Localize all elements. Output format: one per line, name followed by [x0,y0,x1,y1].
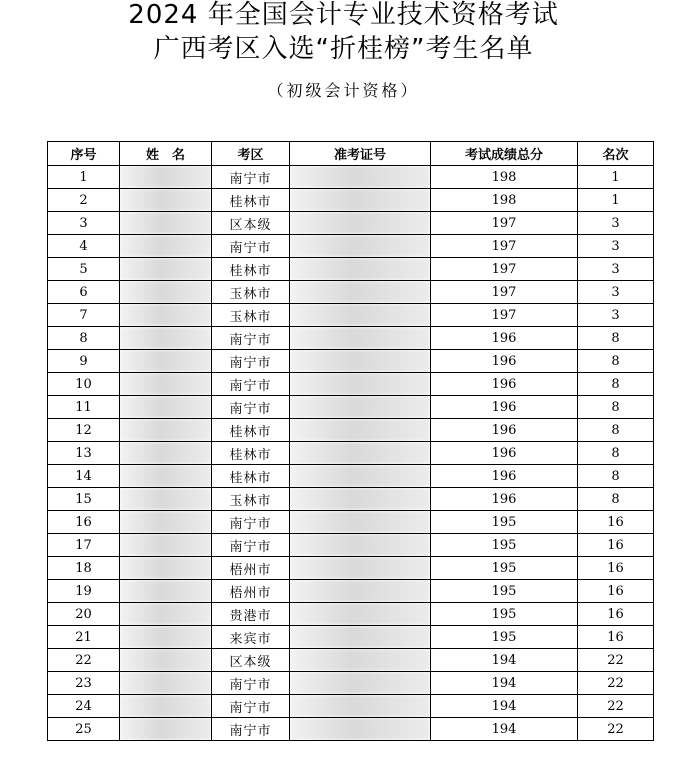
cell-name-redacted [120,718,212,741]
table-row [48,488,654,511]
cell-score: 197 [431,304,578,327]
table-row [48,465,654,488]
cell-ticket-redacted [290,235,431,258]
redaction-blur [290,603,430,625]
cell-rank: 22 [578,649,654,672]
redaction-blur [120,258,211,280]
table-row [48,419,654,442]
cell-rank: 3 [578,281,654,304]
column-header-ticket: 准考证号 [290,142,431,166]
cell-no: 7 [48,304,120,327]
cell-region: 南宁市 [212,534,290,557]
redaction-blur [120,281,211,303]
cell-no: 10 [48,373,120,396]
column-header-no: 序号 [48,142,120,166]
redaction-blur [290,626,430,648]
table-row [48,442,654,465]
cell-ticket-redacted [290,373,431,396]
cell-ticket-redacted [290,396,431,419]
table-row [48,396,654,419]
table-row [48,511,654,534]
cell-ticket-redacted [290,649,431,672]
cell-rank: 8 [578,327,654,350]
cell-score: 196 [431,327,578,350]
table-row [48,557,654,580]
cell-no: 1 [48,166,120,189]
redaction-blur [120,442,211,464]
cell-region: 南宁市 [212,350,290,373]
cell-score: 197 [431,281,578,304]
cell-score: 196 [431,442,578,465]
cell-region: 南宁市 [212,373,290,396]
cell-name-redacted [120,603,212,626]
redaction-blur [120,603,211,625]
redaction-blur [290,350,430,372]
cell-name-redacted [120,396,212,419]
redaction-blur [290,419,430,441]
cell-rank: 8 [578,465,654,488]
redaction-blur [290,327,430,349]
cell-name-redacted [120,672,212,695]
column-header-rank: 名次 [578,142,654,166]
cell-region: 南宁市 [212,695,290,718]
cell-region: 来宾市 [212,626,290,649]
document-subtitle: （初级会计资格） [267,81,420,100]
column-header-name: 姓 名 [120,142,212,166]
cell-region: 玉林市 [212,304,290,327]
cell-name-redacted [120,189,212,212]
redaction-blur [120,580,211,602]
cell-region: 贵港市 [212,603,290,626]
cell-ticket-redacted [290,557,431,580]
table-row [48,580,654,603]
redaction-blur [120,235,211,257]
cell-ticket-redacted [290,304,431,327]
cell-rank: 16 [578,557,654,580]
redaction-blur [290,442,430,464]
cell-no: 2 [48,189,120,212]
redaction-blur [290,718,430,740]
table-header-row [48,142,654,166]
cell-ticket-redacted [290,603,431,626]
table-row [48,672,654,695]
redaction-blur [120,718,211,740]
cell-region: 南宁市 [212,718,290,741]
cell-region: 南宁市 [212,166,290,189]
cell-score: 198 [431,189,578,212]
table-row [48,649,654,672]
cell-score: 194 [431,718,578,741]
cell-region: 玉林市 [212,281,290,304]
table-row [48,718,654,741]
cell-rank: 22 [578,718,654,741]
cell-region: 梧州市 [212,580,290,603]
redaction-blur [120,419,211,441]
cell-rank: 8 [578,373,654,396]
redaction-blur [120,396,211,418]
redaction-blur [120,488,211,510]
cell-no: 14 [48,465,120,488]
cell-rank: 16 [578,603,654,626]
cell-rank: 8 [578,396,654,419]
cell-ticket-redacted [290,281,431,304]
cell-ticket-redacted [290,488,431,511]
cell-rank: 3 [578,304,654,327]
redaction-blur [290,235,430,257]
cell-score: 196 [431,419,578,442]
cell-name-redacted [120,419,212,442]
cell-no: 21 [48,626,120,649]
cell-no: 16 [48,511,120,534]
redaction-blur [290,488,430,510]
table-row [48,327,654,350]
redaction-blur [290,396,430,418]
redaction-blur [290,465,430,487]
cell-ticket-redacted [290,212,431,235]
cell-region: 玉林市 [212,488,290,511]
cell-no: 15 [48,488,120,511]
cell-score: 196 [431,350,578,373]
table-row [48,304,654,327]
cell-name-redacted [120,350,212,373]
cell-ticket-redacted [290,718,431,741]
redaction-blur [290,672,430,694]
cell-region: 桂林市 [212,442,290,465]
cell-no: 17 [48,534,120,557]
cell-score: 196 [431,373,578,396]
cell-score: 194 [431,672,578,695]
cell-ticket-redacted [290,672,431,695]
cell-score: 195 [431,626,578,649]
cell-ticket-redacted [290,465,431,488]
cell-score: 195 [431,511,578,534]
cell-no: 25 [48,718,120,741]
cell-rank: 3 [578,212,654,235]
cell-name-redacted [120,235,212,258]
cell-rank: 22 [578,672,654,695]
cell-name-redacted [120,465,212,488]
cell-no: 13 [48,442,120,465]
redaction-blur [290,166,430,188]
cell-name-redacted [120,281,212,304]
cell-name-redacted [120,212,212,235]
cell-rank: 1 [578,166,654,189]
cell-ticket-redacted [290,442,431,465]
cell-region: 桂林市 [212,189,290,212]
cell-rank: 8 [578,442,654,465]
cell-region: 区本级 [212,212,290,235]
cell-rank: 8 [578,350,654,373]
cell-name-redacted [120,580,212,603]
redaction-blur [120,557,211,579]
cell-rank: 8 [578,419,654,442]
redaction-blur [290,373,430,395]
cell-no: 3 [48,212,120,235]
cell-no: 22 [48,649,120,672]
table-row [48,235,654,258]
cell-no: 23 [48,672,120,695]
cell-score: 196 [431,396,578,419]
cell-no: 19 [48,580,120,603]
redaction-blur [290,304,430,326]
cell-no: 20 [48,603,120,626]
cell-score: 197 [431,212,578,235]
table-row [48,281,654,304]
table-row [48,350,654,373]
cell-name-redacted [120,327,212,350]
redaction-blur [120,534,211,556]
document-title-line-1: 2024 年全国会计专业技术资格考试 [128,0,559,30]
cell-score: 197 [431,235,578,258]
cell-score: 195 [431,534,578,557]
cell-no: 18 [48,557,120,580]
cell-score: 198 [431,166,578,189]
cell-ticket-redacted [290,534,431,557]
cell-ticket-redacted [290,189,431,212]
cell-name-redacted [120,373,212,396]
cell-ticket-redacted [290,695,431,718]
cell-region: 梧州市 [212,557,290,580]
cell-region: 南宁市 [212,235,290,258]
table-row [48,258,654,281]
cell-score: 196 [431,465,578,488]
cell-name-redacted [120,258,212,281]
cell-ticket-redacted [290,350,431,373]
redaction-blur [290,511,430,533]
cell-score: 196 [431,488,578,511]
redaction-blur [120,626,211,648]
redaction-blur [290,534,430,556]
cell-no: 11 [48,396,120,419]
cell-no: 5 [48,258,120,281]
redaction-blur [290,258,430,280]
cell-name-redacted [120,695,212,718]
table-row [48,603,654,626]
redaction-blur [120,327,211,349]
cell-name-redacted [120,557,212,580]
cell-name-redacted [120,442,212,465]
cell-rank: 16 [578,626,654,649]
redaction-blur [120,695,211,717]
redaction-blur [120,189,211,211]
column-header-region: 考区 [212,142,290,166]
column-header-score: 考试成绩总分 [431,142,578,166]
redaction-blur [290,557,430,579]
cell-score: 195 [431,580,578,603]
redaction-blur [290,189,430,211]
redaction-blur [290,580,430,602]
table-row [48,695,654,718]
cell-ticket-redacted [290,419,431,442]
redaction-blur [120,304,211,326]
redaction-blur [120,373,211,395]
redaction-blur [120,672,211,694]
cell-no: 24 [48,695,120,718]
cell-score: 194 [431,695,578,718]
redaction-blur [120,649,211,671]
candidate-table [47,141,654,741]
cell-name-redacted [120,304,212,327]
cell-name-redacted [120,488,212,511]
redaction-blur [120,166,211,188]
table-row [48,534,654,557]
cell-rank: 22 [578,695,654,718]
cell-ticket-redacted [290,166,431,189]
redaction-blur [290,281,430,303]
redaction-blur [290,212,430,234]
cell-name-redacted [120,534,212,557]
redaction-blur [120,511,211,533]
cell-name-redacted [120,166,212,189]
cell-no: 4 [48,235,120,258]
redaction-blur [120,350,211,372]
redaction-blur [290,649,430,671]
cell-region: 南宁市 [212,396,290,419]
cell-rank: 3 [578,235,654,258]
cell-score: 194 [431,649,578,672]
cell-score: 197 [431,258,578,281]
cell-score: 195 [431,603,578,626]
table-row [48,212,654,235]
cell-no: 6 [48,281,120,304]
document-title-line-2: 广西考区入选“折桂榜”考生名单 [153,34,534,64]
cell-rank: 1 [578,189,654,212]
table-row [48,189,654,212]
cell-no: 8 [48,327,120,350]
cell-score: 195 [431,557,578,580]
cell-name-redacted [120,626,212,649]
cell-ticket-redacted [290,580,431,603]
cell-region: 桂林市 [212,465,290,488]
cell-rank: 16 [578,580,654,603]
table-row [48,626,654,649]
redaction-blur [120,212,211,234]
cell-ticket-redacted [290,258,431,281]
cell-region: 区本级 [212,649,290,672]
table-row [48,373,654,396]
cell-rank: 8 [578,488,654,511]
cell-ticket-redacted [290,327,431,350]
cell-name-redacted [120,649,212,672]
cell-region: 桂林市 [212,419,290,442]
redaction-blur [290,695,430,717]
table-row [48,166,654,189]
cell-no: 12 [48,419,120,442]
cell-region: 南宁市 [212,672,290,695]
cell-rank: 16 [578,534,654,557]
cell-rank: 16 [578,511,654,534]
cell-ticket-redacted [290,511,431,534]
cell-ticket-redacted [290,626,431,649]
cell-no: 9 [48,350,120,373]
cell-region: 桂林市 [212,258,290,281]
cell-rank: 3 [578,258,654,281]
cell-name-redacted [120,511,212,534]
redaction-blur [120,465,211,487]
cell-region: 南宁市 [212,327,290,350]
cell-region: 南宁市 [212,511,290,534]
